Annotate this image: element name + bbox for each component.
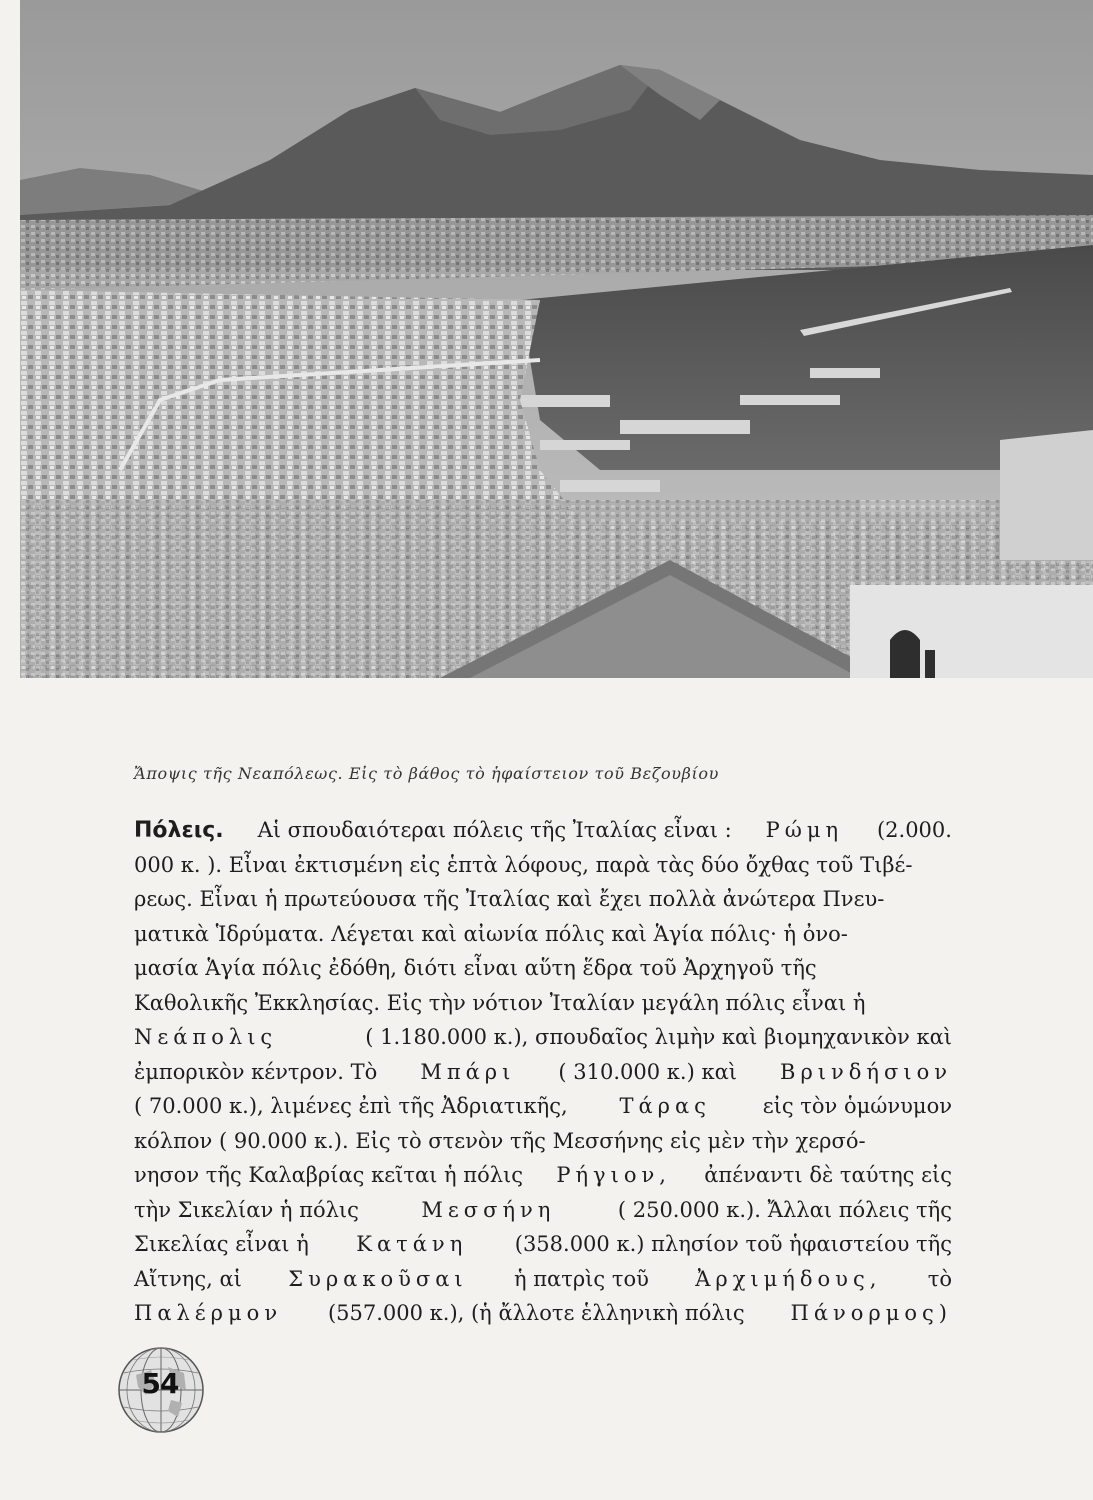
text-line: [134, 1198, 952, 1233]
text-fragment: ( 1.180.000 κ.), σπουδαῖος λιμὴν καὶ βιομηχανικὸν καὶ: [365, 1025, 952, 1049]
text-fragment: 000 κ. ). Εἶναι ἐκτισμένη εἰς ἑπτὰ λόφους, παρὰ τὰς δύο ὄχθας τοῦ Τιβέ-: [134, 852, 913, 877]
text-line: [134, 1301, 952, 1336]
text-fragment: μασία Ἁγία πόλις ἐδόθη, διότι εἶναι αὕτη ἕδρα τοῦ Ἀρχηγοῦ τῆς: [134, 956, 817, 980]
text-fragment: ( 250.000 κ.). Ἄλλαι πόλεις τῆς: [617, 1197, 952, 1222]
text-line: [134, 818, 952, 853]
text-fragment: ἡ πατρὶς τοῦ: [513, 1266, 649, 1291]
text-line: [134, 956, 952, 991]
text-line: [134, 1129, 952, 1164]
naples-vesuvius-photo: [20, 0, 1093, 678]
body-text: [134, 818, 952, 1336]
city-name-bari: Μπάρι: [420, 1059, 516, 1084]
text-fragment: εἰς τὸν ὁμώνυμον: [762, 1094, 952, 1118]
city-name-catania: Κατάνη: [356, 1232, 468, 1256]
text-fragment: ἀπέναντι δὲ ταύτης εἰς: [704, 1163, 952, 1187]
text-line: [134, 1094, 952, 1129]
person-name-archimedes: Ἀρχιμήδους,: [695, 1266, 882, 1291]
text-line: [134, 922, 952, 957]
text-fragment: ( 70.000 κ.), λιμένες ἐπὶ τῆς Ἀδριατικῆς,: [134, 1094, 568, 1118]
text-line: [134, 1025, 952, 1060]
text-fragment: ἐμπορικὸν κέντρον. Τὸ: [134, 1059, 378, 1084]
text-fragment: νησον τῆς Καλαβρίας κεῖται ἡ πόλις: [134, 1163, 524, 1187]
text-fragment: Σικελίας εἶναι ἡ: [134, 1232, 309, 1256]
text-line: [134, 853, 952, 888]
section-heading: Πόλεις.: [134, 818, 224, 843]
text-line: [134, 1060, 952, 1095]
city-name-reggio: Ρήγιον,: [556, 1163, 671, 1187]
city-name-syracuse: Συρακοῦσαι: [288, 1266, 468, 1291]
text-line: [134, 1163, 952, 1198]
text-fragment: Αἴτνης, αἱ: [134, 1266, 242, 1291]
city-name-naples: Νεάπολις: [134, 1025, 278, 1049]
city-name-brindisi: Βρινδήσιον: [780, 1059, 952, 1084]
city-name-palermo: Παλέρμον: [134, 1301, 283, 1325]
text-fragment: ματικὰ Ἱδρύματα. Λέγεται καὶ αἰωνία πόλις καὶ Ἁγία πόλις· ἡ ὀνο-: [134, 921, 848, 946]
city-name-panormos: Πάνορμος): [790, 1301, 952, 1325]
text-line: [134, 1267, 952, 1302]
text-fragment: κόλπον ( 90.000 κ.). Εἰς τὸ στενὸν τῆς Μεσσήνης εἰς μὲν τὴν χερσό-: [134, 1128, 866, 1153]
text-fragment: (2.000.: [876, 818, 952, 842]
page-number: 54: [141, 1367, 179, 1400]
city-name-taranto: Τάρας: [619, 1094, 711, 1118]
city-name-messina: Μεσσήνη: [421, 1197, 556, 1222]
text-fragment: ρεως. Εἶναι ἡ πρωτεύουσα τῆς Ἰταλίας καὶ ἔχει πολλὰ ἀνώτερα Πνευ-: [134, 887, 885, 911]
text-fragment: Καθολικῆς Ἐκκλησίας. Εἰς τὴν νότιον Ἰταλίαν μεγάλη πόλις εἶναι ἡ: [134, 990, 866, 1015]
text-fragment: ( 310.000 κ.) καὶ: [558, 1059, 737, 1084]
text-line: [134, 991, 952, 1026]
city-name-rome: Ρώμη: [765, 818, 844, 842]
text-fragment: (358.000 κ.) πλησίον τοῦ ἡφαιστείου τῆς: [514, 1232, 952, 1256]
photo-caption: Ἄποψις τῆς Νεαπόλεως. Εἰς τὸ βάθος τὸ ἡφαίστειον τοῦ Βεζουβίου: [134, 764, 719, 783]
text-fragment: (557.000 κ.), (ἡ ἄλλοτε ἑλληνικὴ πόλις: [327, 1301, 745, 1325]
text-fragment: τὴν Σικελίαν ἡ πόλις: [134, 1197, 359, 1222]
text-line: [134, 1232, 952, 1267]
text-fragment: Αἱ σπουδαιότεραι πόλεις τῆς Ἰταλίας εἶναι :: [257, 818, 732, 842]
text-fragment: τὸ: [927, 1266, 952, 1291]
text-line: [134, 887, 952, 922]
